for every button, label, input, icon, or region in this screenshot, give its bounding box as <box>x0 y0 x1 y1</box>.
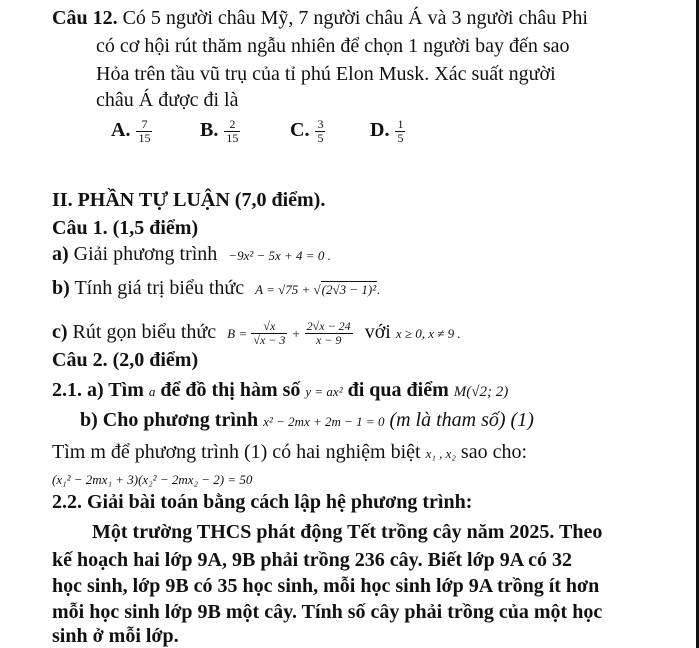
option-a <box>111 118 153 145</box>
option-d-num: 1 <box>397 117 404 131</box>
c2-find <box>52 440 527 466</box>
c2-1b-pre: b) Cho phương trình <box>80 409 259 431</box>
c2-1a-fn: y = ax² <box>305 384 343 399</box>
q12-label: Câu 12. <box>52 7 118 29</box>
problem-line4: mỗi học sinh lớp 9B một cây. Tính số cây phải trồng của một học <box>52 601 603 623</box>
c1-a-expr: −9x² − 5x + 4 = 0 . <box>228 248 331 263</box>
option-a-letter: A. <box>111 119 131 142</box>
q12-line4: châu Á được đi là <box>96 89 239 111</box>
c1-c-f2-num: 2√x − 24 <box>306 319 351 333</box>
option-c-letter: C. <box>290 119 310 142</box>
c2-1a <box>52 378 508 404</box>
c2-cond-expr: (x₁² − 2mx₁ + 3)(x₂² − 2mx₂ − 2) = 50 <box>52 472 253 487</box>
c1-c-f2-den: x − 9 <box>315 333 342 347</box>
q12-line2: có cơ hội rút thăm ngẫu nhiên để chọn 1 người bay đến sao <box>96 35 570 57</box>
option-a-den: 15 <box>138 131 151 145</box>
option-d <box>370 118 406 145</box>
option-b-letter: B. <box>200 119 219 142</box>
c1-b-label: b) <box>52 277 70 299</box>
c2-1a-var: a <box>148 384 156 399</box>
c1-b-expr-left: A = √75 + <box>255 282 314 297</box>
c1-c-with: với <box>364 321 391 344</box>
c1-c-plus: + <box>288 326 304 342</box>
problem-line3: học sinh, lớp 9B có 35 học sinh, mỗi học sinh lớp 9A trồng ít hơn <box>52 575 600 597</box>
option-c <box>290 118 326 145</box>
option-b-fraction <box>224 118 240 145</box>
c1-part-b: b) Tính giá trị biểu thức A = √75 + √(2√3 − 1)². <box>52 277 381 299</box>
option-a-num: 7 <box>136 118 152 132</box>
c2-title: Câu 2. (2,0 điểm) <box>52 349 199 371</box>
option-c-num: 3 <box>317 117 324 131</box>
option-d-letter: D. <box>370 119 390 142</box>
problem-line5: sinh ở mỗi lớp. <box>52 625 179 647</box>
option-d-den: 5 <box>397 131 404 145</box>
c2-find-vars: x₁ , x₂ <box>425 446 456 461</box>
c1-c-text: Rút gọn biểu thức <box>72 321 217 344</box>
problem-line1: Một trường THCS phát động Tết trồng cây năm 2025. Theo <box>92 521 603 543</box>
option-c-fraction <box>315 118 325 145</box>
c1-b-radical: √(2√3 − 1)² <box>313 282 377 297</box>
c2-2-title: 2.2. Giải bài toán bằng cách lập hệ phương trình: <box>52 491 473 513</box>
c2-1a-pre: 2.1. a) Tìm <box>52 379 144 401</box>
c1-part-a <box>52 242 331 268</box>
c1-c-cond: x ≥ 0, x ≠ 9 . <box>395 326 461 342</box>
c1-c-f1-den: √x − 3 <box>253 333 286 347</box>
c1-c-label: c) <box>52 321 68 344</box>
option-c-den: 5 <box>317 131 324 145</box>
problem-line2: kế hoạch hai lớp 9A, 9B phải trồng 236 cây. Biết lớp 9A có 32 <box>52 549 572 571</box>
c1-c-frac2 <box>305 320 353 347</box>
c1-b-expr-right: (2√3 − 1)² <box>321 282 377 297</box>
c1-c-frac1 <box>251 320 287 347</box>
q12-line3: Hỏa trên tầu vũ trụ của tỉ phú Elon Musk. Xác suất người <box>96 63 556 85</box>
c1-a-label: a) <box>52 243 69 265</box>
c2-condition <box>52 466 252 492</box>
c1-c-f1-num: √x <box>251 320 287 334</box>
option-d-fraction <box>395 118 405 145</box>
c1-b-text: Tính giá trị biểu thức <box>74 277 245 299</box>
q12-text-1: Có 5 người châu Mỹ, 7 người châu Á và 3 người châu Phi <box>122 7 588 29</box>
c2-find-post: sao cho: <box>460 441 528 463</box>
c2-1b-eq: x² − 2mx + 2m − 1 = 0 <box>263 414 385 429</box>
c2-1b-post: (m là tham số) (1) <box>389 409 534 431</box>
c2-1a-post: đi qua điểm <box>347 379 449 401</box>
option-b-den: 15 <box>226 131 239 145</box>
section-heading: II. PHẦN TỰ LUẬN (7,0 điểm). <box>52 189 326 211</box>
option-b-num: 2 <box>224 118 240 132</box>
c1-a-text: Giải phương trình <box>73 243 218 265</box>
c1-c-lhs: B = <box>227 326 251 342</box>
c1-title: Câu 1. (1,5 điểm) <box>52 217 199 239</box>
option-a-fraction <box>136 118 152 145</box>
c2-1a-point: M(√2; 2) <box>453 384 509 400</box>
q12-line1 <box>52 6 588 30</box>
option-b <box>200 118 241 145</box>
c1-part-c <box>52 320 461 347</box>
c2-1a-mid: để đồ thị hàm số <box>160 379 301 401</box>
c2-1b <box>80 408 534 434</box>
c2-find-pre: Tìm m để phương trình (1) có hai nghiệm biệt <box>52 441 421 463</box>
